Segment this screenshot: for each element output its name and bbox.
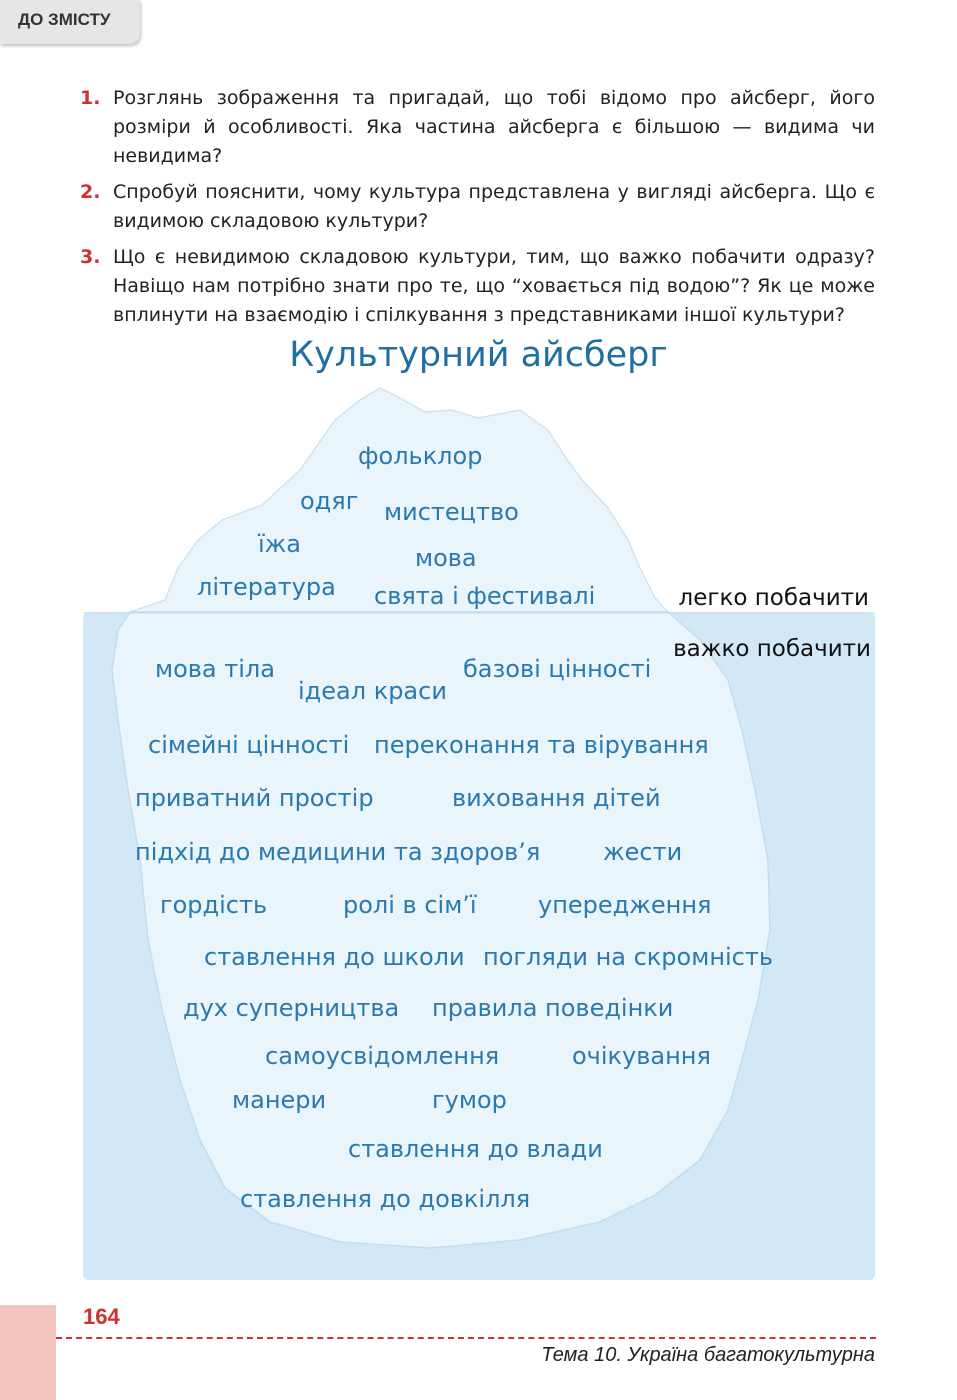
hidden-item: упередження (538, 891, 712, 919)
hidden-item: ідеал краси (298, 677, 447, 705)
visible-item: одяг (300, 487, 359, 515)
task-number: 3. (80, 246, 101, 268)
visible-item: свята і фестивалі (374, 582, 596, 610)
hidden-item: базові цінності (463, 655, 652, 683)
hidden-item: самоусвідомлення (265, 1042, 500, 1070)
hidden-item: виховання дітей (452, 784, 661, 812)
hidden-item: ролі в сім’ї (343, 891, 477, 919)
hidden-item: правила поведінки (432, 994, 674, 1022)
hidden-item: очікування (572, 1042, 711, 1070)
hidden-item: сімейні цінності (148, 731, 350, 759)
hidden-item: підхід до медицини та здоров’я (135, 838, 541, 866)
hidden-item: приватний простір (135, 784, 374, 812)
hidden-item: гордість (160, 891, 268, 919)
hard-to-see-label: важко побачити (673, 636, 871, 662)
hidden-item: дух суперництва (183, 994, 400, 1022)
corner-decoration (0, 1305, 56, 1400)
visible-item: література (197, 573, 336, 601)
footer-divider (56, 1337, 876, 1339)
hidden-item: манери (232, 1086, 327, 1114)
task-text: Спробуй пояснити, чому культура представлена у вигляді айсберга. Що є видимою складовою культури? (113, 181, 875, 232)
easy-to-see-label: легко побачити (678, 585, 869, 611)
toc-button[interactable]: ДО ЗМІСТУ (0, 0, 140, 44)
visible-item: мистецтво (384, 498, 519, 526)
hidden-item: мова тіла (155, 655, 275, 683)
iceberg-title: Культурний айсберг (289, 335, 668, 375)
hidden-item: гумор (432, 1086, 507, 1114)
task-number: 2. (80, 181, 101, 203)
hidden-item: переконання та вірування (374, 731, 709, 759)
hidden-item: погляди на скромність (483, 943, 774, 971)
task-number: 1. (80, 87, 101, 109)
visible-item: їжа (258, 530, 301, 558)
hidden-item: жести (603, 838, 683, 866)
task-text: Що є невидимою складовою культури, тим, що важко побачити одразу? Навіщо нам потрібно знати про те, що “ховається під водою”? Як це може вплинути на взаємодію і спілкування з представниками іншої культури? (113, 246, 875, 326)
hidden-item: ставлення до довкілля (240, 1185, 531, 1213)
hidden-item: ставлення до школи (204, 943, 465, 971)
page-number: 164 (83, 1304, 120, 1329)
visible-item: мова (415, 544, 477, 572)
task-text: Розглянь зображення та пригадай, що тобі відомо про айсберг, його розміри й особливості. Яка частина айсберга є більшою — видима чи невидима? (113, 87, 875, 167)
footer-topic: Тема 10. Україна багатокультурна (541, 1344, 875, 1366)
hidden-item: ставлення до влади (348, 1135, 603, 1163)
visible-item: фольклор (358, 442, 483, 470)
